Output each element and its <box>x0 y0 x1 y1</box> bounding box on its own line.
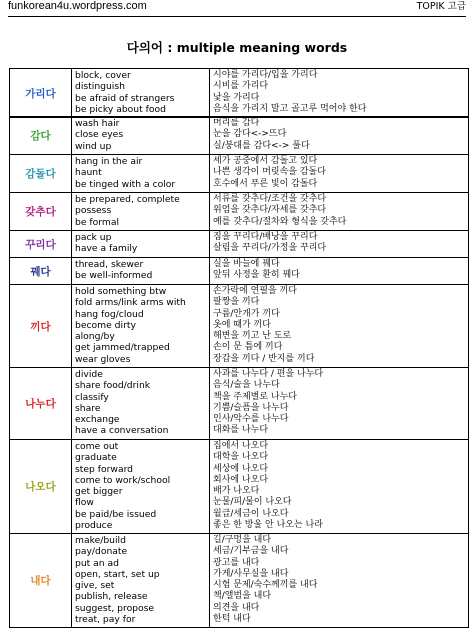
korean-example: 사과를 나누다 / 편을 나누다 <box>213 369 324 379</box>
english-meaning: produce <box>75 520 113 532</box>
english-meaning: block, cover <box>75 70 131 81</box>
korean-example: 세금/기부금을 내다 <box>213 546 289 557</box>
korean-example: 짐을 꾸리다/배낭을 꾸리다 <box>213 232 318 242</box>
korean-examples <box>210 193 468 230</box>
korean-word: 나오다 <box>10 440 72 533</box>
english-meanings <box>72 368 210 439</box>
english-meaning: have a family <box>75 243 138 255</box>
english-meanings <box>72 193 210 230</box>
korean-example: 눈물/피/물이 나오다 <box>213 497 292 508</box>
english-meaning: possess <box>75 205 112 217</box>
korean-example: 실을 바늘에 꿰다 <box>213 259 280 269</box>
english-meaning: hang fog/cloud <box>75 308 144 320</box>
korean-example: 인사/악수를 나누다 <box>213 414 289 425</box>
english-meaning: fold arms/link arms with <box>75 297 186 309</box>
korean-example: 세가 공중에서 감돌고 있다 <box>213 156 318 166</box>
vocabulary-table <box>9 68 469 641</box>
site-url: funkorean4u.wordpress.com <box>8 0 147 12</box>
korean-word: 가리다 <box>10 69 72 117</box>
english-meaning: come to work/school <box>75 474 171 486</box>
english-meaning: be well-informed <box>75 270 153 282</box>
korean-word: 꾸리다 <box>10 231 72 257</box>
korean-word: 나누다 <box>10 368 72 439</box>
korean-word: 감다 <box>10 117 72 154</box>
korean-example: 회사에 나오다 <box>213 474 269 485</box>
korean-example: 호수에서 푸른 빛이 감돌다 <box>213 178 318 189</box>
english-meaning: pay/donate <box>75 546 128 558</box>
english-meaning: pack up <box>75 232 112 243</box>
english-meaning: classify <box>75 391 109 403</box>
korean-word: 내다 <box>10 534 72 627</box>
korean-examples <box>210 258 468 284</box>
korean-example: 낯을 가리다 <box>213 92 260 103</box>
english-meaning: get jammed/trapped <box>75 342 170 354</box>
english-meanings <box>72 117 210 154</box>
korean-example: 배가 나오다 <box>213 486 260 497</box>
korean-example: 구름/안개가 끼다 <box>213 308 280 319</box>
korean-word: 꿰다 <box>10 258 72 284</box>
english-meaning: become dirty <box>75 319 136 331</box>
english-meaning: make/build <box>75 535 126 546</box>
english-meanings <box>72 285 210 367</box>
korean-examples <box>210 155 468 192</box>
english-meaning: step forward <box>75 463 134 475</box>
table-row <box>9 116 469 155</box>
korean-example: 서류를 갖추다/조건을 갖추다 <box>213 194 327 204</box>
korean-example: 책을 주제별로 나누다 <box>213 391 297 402</box>
korean-examples <box>210 285 468 367</box>
page-header <box>8 0 466 17</box>
english-meaning: haunt <box>75 167 102 179</box>
table-row <box>9 439 469 534</box>
korean-example: 손이 문 틈에 끼다 <box>213 342 283 353</box>
english-meaning: exchange <box>75 414 120 426</box>
english-meanings <box>72 534 210 627</box>
korean-example: 월급/세금이 나오다 <box>213 508 289 519</box>
english-meanings <box>72 258 210 284</box>
korean-word: 끼다 <box>10 285 72 367</box>
english-meaning: come out <box>75 441 119 452</box>
korean-example: 좋은 한 방울 안 나오는 나라 <box>213 520 323 531</box>
korean-example: 광고를 내다 <box>213 557 260 568</box>
table-row <box>9 154 469 193</box>
korean-example: 실/붕대를 감다<-> 풀다 <box>213 140 310 151</box>
english-meaning: hold something btw <box>75 286 167 297</box>
english-meaning: share <box>75 402 101 414</box>
korean-example: 가게/사무실을 내다 <box>213 568 289 579</box>
english-meaning: graduate <box>75 452 117 464</box>
english-meaning: be afraid of strangers <box>75 92 175 104</box>
english-meaning: have a conversation <box>75 425 169 437</box>
english-meaning: distinguish <box>75 81 125 93</box>
korean-examples <box>210 440 468 533</box>
korean-example: 위엄을 갖추다/자세를 갖추다 <box>213 205 327 216</box>
english-meaning: along/by <box>75 331 115 343</box>
korean-example: 음식을 가리지 말고 골고루 먹어야 한다 <box>213 103 367 114</box>
korean-examples <box>210 368 468 439</box>
korean-example: 앞뒤 사정을 환히 꿰다 <box>213 270 300 281</box>
korean-example: 음식/술을 나누다 <box>213 380 280 391</box>
korean-word: 감돌다 <box>10 155 72 192</box>
korean-example: 예를 갖추다/절차와 형식을 갖추다 <box>213 216 347 227</box>
korean-example: 머리를 감다 <box>213 118 260 128</box>
korean-example: 옷에 때가 끼다 <box>213 319 271 330</box>
table-row <box>9 192 469 231</box>
korean-example: 길/구멍을 내다 <box>213 535 272 545</box>
page-title: 다의어 : multiple meaning words <box>126 40 348 55</box>
table-row <box>9 257 469 285</box>
korean-example: 시험 문제/숙수께끼를 내다 <box>213 580 318 591</box>
english-meaning: be paid/be issued <box>75 508 157 520</box>
english-meaning: hang in the air <box>75 156 143 167</box>
english-meaning: share food/drink <box>75 380 151 392</box>
table-row <box>9 68 469 118</box>
korean-example: 의견을 내다 <box>213 602 260 613</box>
english-meaning: be prepared, complete <box>75 194 180 205</box>
korean-example: 장갑을 끼다 / 반지를 끼다 <box>213 353 315 364</box>
english-meanings <box>72 69 210 117</box>
korean-example: 시비를 가리다 <box>213 81 269 92</box>
english-meaning: wash hair <box>75 118 120 129</box>
table-row <box>9 284 469 368</box>
korean-word: 갖추다 <box>10 193 72 230</box>
korean-example: 세상에 나오다 <box>213 463 269 474</box>
korean-example: 대화를 나누다 <box>213 425 269 436</box>
english-meanings <box>72 155 210 192</box>
english-meaning: treat, pay for <box>75 614 136 626</box>
korean-example: 해변을 끼고 난 도로 <box>213 331 292 342</box>
level-label: TOPIK 고급 <box>416 1 466 12</box>
korean-example: 시야를 가리다/입을 가리다 <box>213 70 318 80</box>
korean-example: 책/앨범을 내다 <box>213 591 272 602</box>
korean-example: 나쁜 생각이 머릿속을 감돌다 <box>213 167 326 178</box>
english-meaning: publish, release <box>75 591 148 603</box>
table-row <box>9 367 469 440</box>
english-meaning: be picky about food <box>75 103 166 115</box>
korean-examples <box>210 117 468 154</box>
korean-example: 기쁨/슬픔을 나누다 <box>213 402 289 413</box>
english-meanings <box>72 231 210 257</box>
table-row <box>9 533 469 628</box>
korean-example: 팔짱을 끼다 <box>213 297 260 308</box>
korean-example: 한턱 내다 <box>213 614 251 625</box>
english-meanings <box>72 440 210 533</box>
korean-examples <box>210 69 468 117</box>
english-meaning: wind up <box>75 140 112 152</box>
korean-example: 살림을 꾸리다/가정을 꾸리다 <box>213 243 327 254</box>
table-row <box>9 230 469 258</box>
english-meaning: close eyes <box>75 129 124 141</box>
english-meaning: thread, skewer <box>75 259 144 270</box>
korean-examples <box>210 231 468 257</box>
english-meaning: open, start, set up <box>75 568 160 580</box>
english-meaning: divide <box>75 369 103 380</box>
english-meaning: give, set <box>75 580 115 592</box>
korean-example: 손가락에 연필을 끼다 <box>213 286 297 296</box>
english-meaning: be formal <box>75 216 120 228</box>
english-meaning: put an ad <box>75 557 120 569</box>
korean-example: 대학을 나오다 <box>213 452 269 463</box>
english-meaning: be tinged with a color <box>75 178 176 190</box>
korean-example: 집에서 나오다 <box>213 441 269 451</box>
english-meaning: wear gloves <box>75 353 131 365</box>
korean-example: 눈을 감다<->뜨다 <box>213 129 287 140</box>
korean-examples <box>210 534 468 627</box>
english-meaning: suggest, propose <box>75 602 155 614</box>
english-meaning: flow <box>75 497 94 509</box>
english-meaning: get bigger <box>75 486 123 498</box>
